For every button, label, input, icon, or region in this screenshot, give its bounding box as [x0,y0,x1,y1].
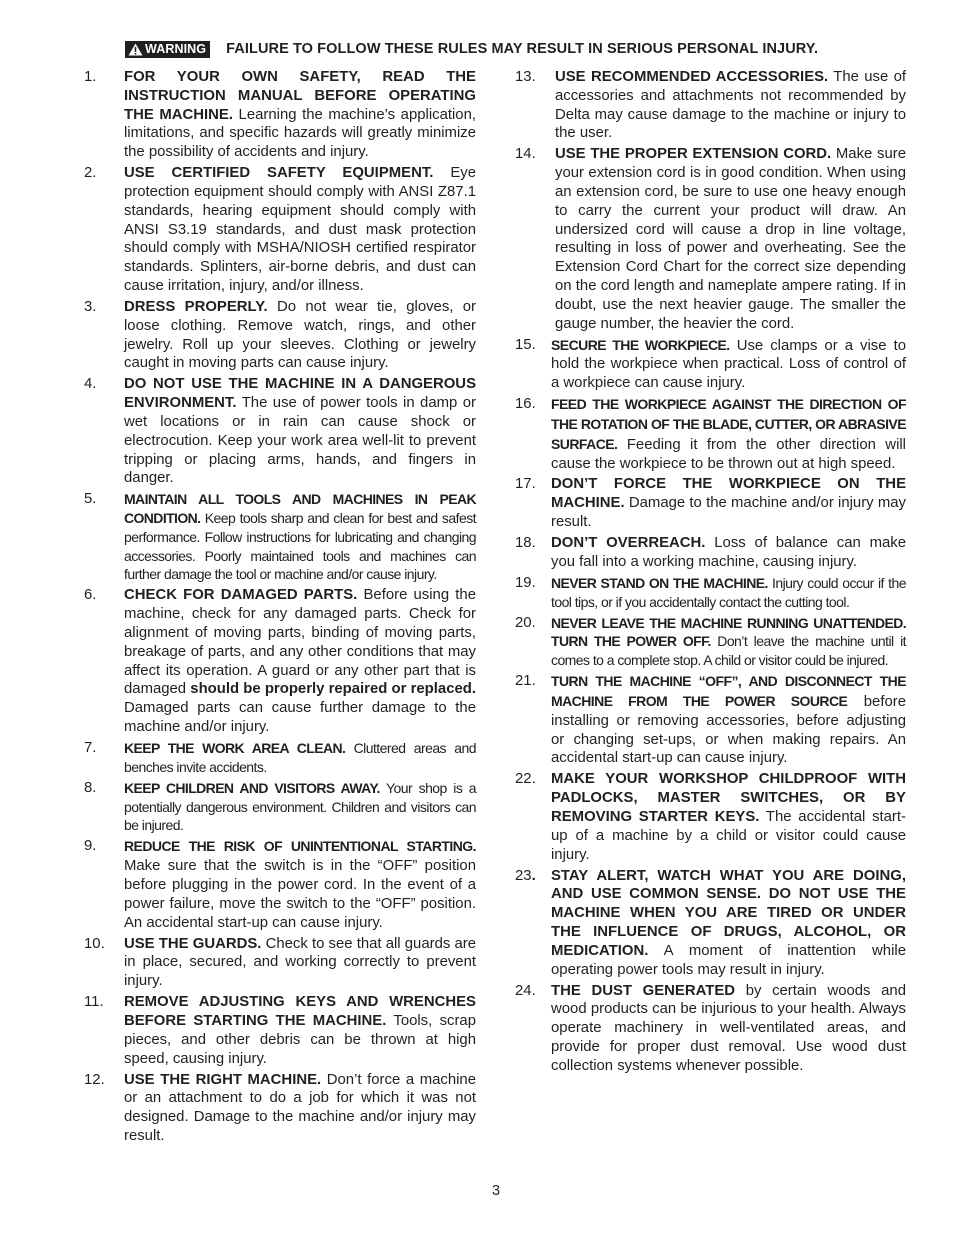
warning-triangle-icon [128,43,143,56]
item-number: 9. [84,838,97,855]
item-body [551,336,906,393]
item-heading: DRESS PROPERLY. [124,298,268,315]
item-heading: DON’T OVERREACH. [551,535,706,552]
item-text: Your shop is a potentially dangerous environment. Children and visitors can be injured. [124,779,476,834]
list-item [84,935,476,991]
item-text: Eye protection equipment should comply with ANSI Z87.1 standards, hearing equipment should comply with ANSI S3.19 standards, and dust mask protection should comply with MSHA/NIOSH certified respirator standards. Splinters, air-borne debris, and dust can cause irritation, injury, and/or illness. [124,165,476,294]
item-heading: REDUCE THE RISK OF UNINTENTIONAL STARTING. [124,838,476,855]
item-heading: USE CERTIFIED SAFETY EQUIPMENT. [124,165,434,182]
item-body [551,395,906,473]
item-text: Tools, scrap pieces, and other debris can be thrown at high speed, causing injury. [124,1012,476,1067]
item-heading: CHECK FOR DAMAGED PARTS. [124,587,358,604]
item-body [551,475,906,531]
item-heading: DO NOT USE THE MACHINE IN A DANGEROUS ENVIRONMENT. [124,376,476,412]
item-heading: USE THE RIGHT MACHINE. [124,1071,322,1088]
item-text: Feeding it from the other direction will cause the workpiece to be thrown out at high speed. [551,436,906,472]
list-item [84,779,476,835]
item-text-continued: Damaged parts can cause further damage to the machine and/or injury. [124,700,476,736]
item-number: 22. [515,771,536,788]
item-text: Learning the machine’s application, limitations, and specific hazards will greatly minimize the possibility of accidents and injury. [124,106,477,161]
warning-badge-label: WARNING [145,41,207,56]
warning-header-text: FAILURE TO FOLLOW THESE RULES MAY RESULT IN SERIOUS PERSONAL INJURY. [226,41,819,57]
item-number: 10. [84,935,105,952]
item-number: 13. [515,69,536,85]
item-body [124,739,476,777]
item-heading: TURN THE MACHINE “OFF”, AND DISCONNECT THE MACHINE FROM THE POWER SOURCE [551,673,906,709]
page-number: 3 [491,1183,501,1199]
item-body [551,614,906,670]
item-body [124,375,476,488]
item-number: 12. [84,1071,105,1088]
item-body [124,837,476,932]
item-number: 7. [84,740,97,757]
item-number: 14. [515,146,536,163]
item-body [551,982,906,1076]
item-heading: USE THE PROPER EXTENSION CORD. [555,146,832,163]
list-item [515,534,906,572]
list-item [84,586,476,736]
item-text: Check to see that all guards are in place, secured, and working correctly to prevent injury. [124,935,476,990]
item-number: 8. [84,779,97,796]
list-item [84,68,476,162]
list-item [84,837,476,932]
list-item [84,739,476,777]
item-number-dot: . [531,867,536,884]
list-item [515,336,906,393]
item-number [515,867,551,980]
list-item [515,672,906,768]
item-number: 1. [84,69,97,85]
item-number: 21. [515,673,536,690]
item-text: The use of power tools in damp or wet locations or in rain can cause shock or electrocution. Keep your work area well-lit to prevent tripping or placing arms, hands, and fingers in danger. [124,395,476,487]
list-item [84,164,476,296]
item-number: 5. [84,491,97,508]
item-number: 3. [84,298,97,315]
item-number: 17. [515,476,536,493]
item-heading: STAY ALERT, WATCH WHAT YOU ARE DOING, AND USE COMMON SENSE. DO NOT USE THE MACHINE WHEN YOU ARE TIRED OR UNDER THE INFLUENCE OF DRUGS, ALCOHOL, OR MEDICATION. [551,867,906,959]
list-item [515,614,906,670]
item-text: Keep tools sharp and clean for best and safest performance. Follow instructions for lubricating and changing accessories. Poorly maintained tools and machines can further damage the tool or machine and/or cause injury. [124,510,476,583]
item-number: 16. [515,396,536,413]
list-item [84,1071,476,1146]
item-text: Make sure that the switch is in the “OFF” position before plugging in the power cord. In the event of a power failure, move the switch to the “OFF” position. An accidental start-up can cause injury. [124,858,476,931]
item-number: 15. [515,336,536,353]
item-heading: THE DUST GENERATED [551,982,736,999]
item-body [124,1071,476,1146]
item-text: Loss of balance can make you fall into a working machine, causing injury. [551,535,907,570]
item-heading: FOR YOUR OWN SAFETY, READ THE INSTRUCTION MANUAL BEFORE OPERATING THE MACHINE. [124,69,476,123]
item-body [551,574,906,612]
warning-header [125,40,915,58]
item-heading: USE THE GUARDS. [124,935,262,952]
item-text: The use of accessories and attachments not recommended by Delta may cause damage to the machine or injury to the user. [555,69,906,142]
item-number: 11. [84,994,104,1011]
item-body [124,298,476,373]
list-item [515,475,906,531]
list-item [515,395,906,473]
item-body [555,145,906,333]
item-body [551,770,906,864]
item-number: 18. [515,535,536,552]
item-body [124,586,476,736]
item-heading: FEED THE WORKPIECE AGAINST THE DIRECTION OF THE ROTATION OF THE BLADE, CUTTER, OR ABRASIVE SURFACE. [551,396,906,452]
item-body [555,68,906,143]
item-body [124,935,476,991]
item-text: Damage to the machine and/or injury may result. [551,495,906,531]
item-body [124,779,476,835]
item-number: 20. [515,614,536,631]
item-heading: DON’T FORCE THE WORKPIECE ON THE MACHINE. [551,476,906,512]
list-item [515,982,906,1076]
item-body [124,993,476,1068]
item-heading: SECURE THE WORKPIECE. [551,336,730,353]
item-text: Use clamps or a vise to hold the workpiece when practical. Loss of control of a workpiece can cause injury. [551,337,907,392]
item-text: Do not wear tie, gloves, or loose clothing. Remove watch, rings, and other jewelry. Roll up your sleeves. Clothing or jewelry caught in moving parts can cause injury. [124,298,476,372]
item-text: Make sure your extension cord is in good condition. When using an extension cord, be sure to use one heavy enough to carry the current your product will draw. An undersized cord will cause a drop in line voltage, resulting in loss of power and overheating. See the Extension Cord Chart for the correct size depending on the cord length and nameplate ampere rating. If in doubt, use the next heavier gauge. The smaller the gauge number, the heavier the cord. [555,146,906,332]
item-body [124,68,476,162]
item-number: 4. [84,376,97,393]
list-item [515,770,906,864]
list-item [515,867,906,980]
item-text: Cluttered areas and benches invite accidents. [124,740,476,775]
item-text: Before using the machine, check for any damaged parts. Check for alignment of moving parts, binding of moving parts, breakage of parts, and any other conditions that may affect its operation. A guard or any other part that is damaged [124,587,476,698]
item-emphasis: should be properly repaired or replaced. [190,681,476,698]
item-heading: KEEP CHILDREN AND VISITORS AWAY. [124,779,380,796]
right-column [515,68,906,1078]
item-body [124,164,476,296]
item-number: 2. [84,165,97,182]
item-body [551,534,906,572]
item-number-digits: 23 [515,867,532,884]
item-text: Don’t force a machine or an attachment to do a job for which it was not designed. Damage to the machine and/or injury may result. [124,1071,476,1144]
list-item [84,993,476,1068]
item-body [551,867,906,980]
item-body [551,672,906,768]
item-text: before installing or removing accessories, before adjusting or changing set-ups, or when making repairs. An accidental start-up can cause injury. [551,694,906,767]
item-heading: REMOVE ADJUSTING KEYS AND WRENCHES BEFORE STARTING THE MACHINE. [124,994,476,1029]
list-item [515,68,906,143]
item-heading: MAKE YOUR WORKSHOP CHILDPROOF WITH PADLOCKS, MASTER SWITCHES, OR BY REMOVING STARTER KEYS. [551,771,906,825]
list-item [515,574,906,612]
item-text: by certain woods and wood products can be injurious to your health. Always operate machinery in well-ventilated areas, and provide for proper dust removal. Use wood dust collection systems whenever possible. [551,982,906,1074]
item-heading: USE RECOMMENDED ACCESSORIES. [555,69,829,85]
list-item [84,375,476,488]
item-heading: NEVER STAND ON THE MACHINE. [551,574,768,591]
item-heading: MAINTAIN ALL TOOLS AND MACHINES IN PEAK CONDITION. [124,491,476,527]
list-item [515,145,906,333]
item-body [124,490,476,584]
item-number: 19. [515,574,536,591]
list-item [84,490,476,584]
warning-badge [125,41,210,58]
item-text: A moment of inattention while operating power tools may result in injury. [551,942,906,978]
item-heading: KEEP THE WORK AREA CLEAN. [124,740,346,757]
item-text: Don’t leave the machine until it comes to a complete stop. A child or visitor could be injured. [551,633,906,669]
item-number: 24. [515,982,536,999]
item-text: The accidental start-up of a machine by a child or visitor could cause injury. [551,808,906,863]
left-column [84,68,476,1148]
item-text: Injury could occur if the tool tips, or if you accidentally contact the cutting tool. [551,574,906,610]
item-heading: NEVER LEAVE THE MACHINE RUNNING UNATTENDED. TURN THE POWER OFF. [551,614,906,650]
list-item [84,298,476,373]
item-number: 6. [84,587,97,604]
